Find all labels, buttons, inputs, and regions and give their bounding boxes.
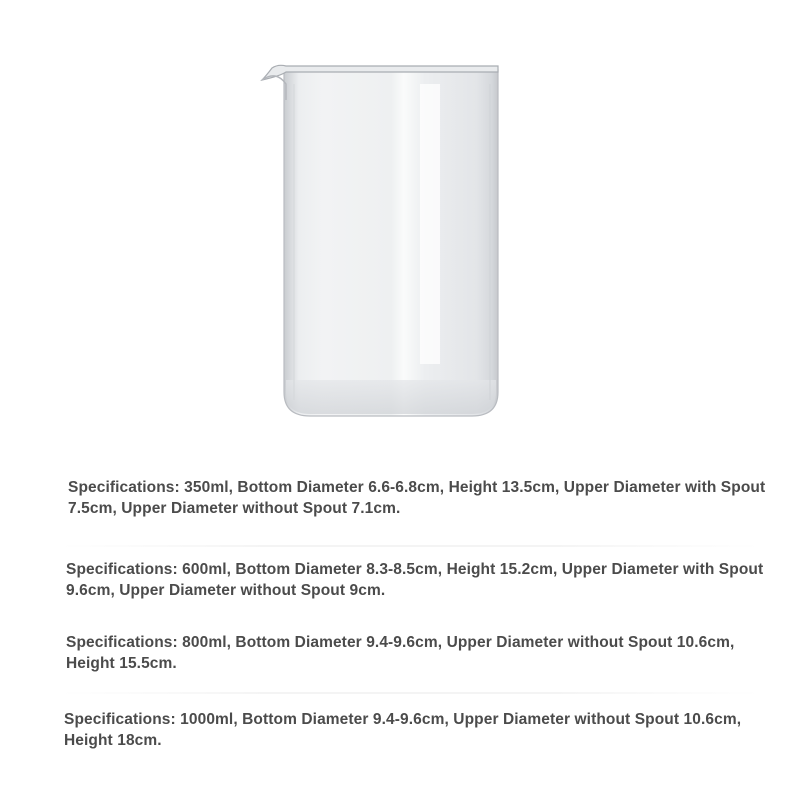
spec-350ml: Specifications: 350ml, Bottom Diameter 6.6-6.8cm, Height 13.5cm, Upper Diameter with Spout 7.5cm, Upper Diameter without Spout 7.1cm.: [68, 479, 766, 517]
spec-600ml: Specifications: 600ml, Bottom Diameter 8.3-8.5cm, Height 15.2cm, Upper Diameter with Spout 9.6cm, Upper Diameter without Spout 9cm.: [66, 561, 764, 599]
spec-1000ml: Specifications: 1000ml, Bottom Diameter 9.4-9.6cm, Upper Diameter without Spout 10.6cm, Height 18cm.: [64, 711, 742, 749]
spec-800ml: Specifications: 800ml, Bottom Diameter 9.4-9.6cm, Upper Diameter without Spout 10.6cm, Height 15.5cm.: [66, 634, 735, 672]
glass-beaker-image: [240, 40, 560, 440]
beaker-illustration: [240, 40, 560, 440]
divider: [60, 692, 760, 694]
divider: [60, 545, 760, 547]
